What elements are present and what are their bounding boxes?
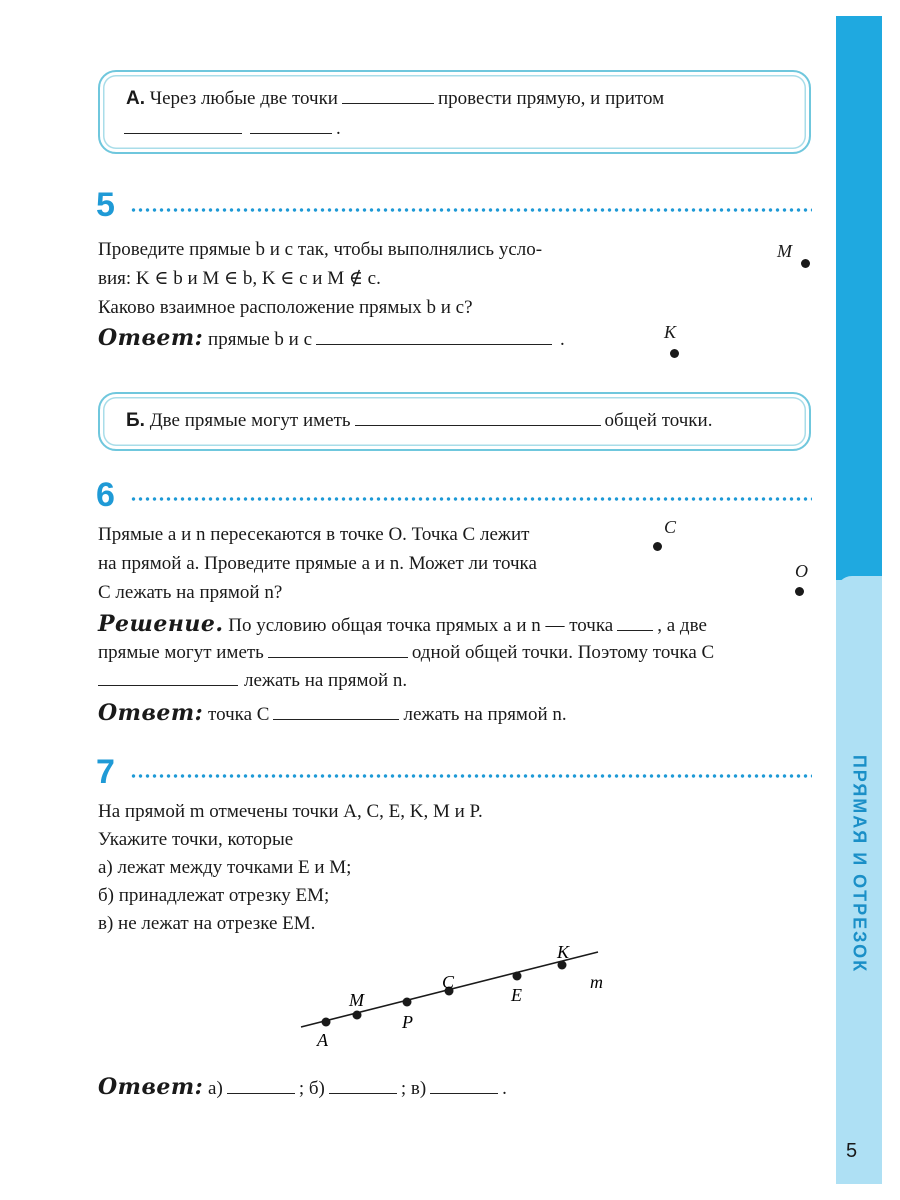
task6-line2: на прямой a. Проведите прямые a и n. Может ли точка xyxy=(98,553,537,574)
task5-line3: Каково взаимное расположение прямых b и c? xyxy=(98,297,473,318)
rule-a-text2: провести прямую, и притом xyxy=(437,88,665,109)
task7-line3: а) лежат между точками E и M; xyxy=(98,857,352,878)
task7-answer-c: ; в) xyxy=(400,1078,427,1099)
task7-answer-end: . xyxy=(502,1078,507,1099)
label-c: C xyxy=(442,972,455,992)
task7-answer-blank-a[interactable] xyxy=(227,1076,295,1094)
task7-answer-b: ; б) xyxy=(298,1078,325,1099)
rule-b-text1: Две прямые могут иметь xyxy=(149,410,351,431)
point-a xyxy=(322,1018,331,1027)
task7-answer-label: Ответ: xyxy=(98,1074,204,1100)
task7-answer xyxy=(98,1073,507,1103)
label-e: E xyxy=(511,985,522,1005)
task7-answer-a: а) xyxy=(208,1078,223,1099)
rule-b-text2: общей точки. xyxy=(604,410,713,431)
label-k: K xyxy=(557,942,570,962)
task6-point-o-label: O xyxy=(795,561,808,581)
label-line-m: m xyxy=(590,972,603,992)
task6-line3: C лежать на прямой n? xyxy=(98,582,283,603)
task6-sol1b: , а две xyxy=(657,615,707,636)
task7-answer-blank-b[interactable] xyxy=(329,1076,397,1094)
task7-line4: б) принадлежат отрезку EM; xyxy=(98,885,330,906)
task6-line1: Прямые a и n пересекаются в точке O. Точка C лежит xyxy=(98,524,530,545)
task7-line5: в) не лежат на отрезке EM. xyxy=(98,913,316,934)
rule-a-text1: Через любые две точки xyxy=(149,88,338,109)
side-tab-title: ПРЯМАЯ И ОТРЕЗОК xyxy=(849,754,870,974)
point-p xyxy=(403,998,412,1007)
task7-number: 7 xyxy=(96,753,115,791)
point-m xyxy=(353,1011,362,1020)
task6-sol1a: По условию общая точка прямых a и n — точка xyxy=(228,615,614,636)
task6-solution-label: Решение. xyxy=(98,611,224,637)
page-number: 5 xyxy=(846,1140,858,1162)
task5-line2: вия: K ∈ b и M ∈ b, K ∈ c и M ∉ c. xyxy=(98,268,381,289)
task6-sol3: лежать на прямой n. xyxy=(244,670,408,691)
rule-a-label: А. xyxy=(126,88,145,109)
task6-number: 6 xyxy=(96,476,115,514)
label-p: P xyxy=(402,1012,413,1032)
label-a: A xyxy=(317,1030,328,1050)
label-m: M xyxy=(349,990,364,1010)
point-e xyxy=(513,972,522,981)
task6-answer-a: точка C xyxy=(208,704,270,725)
task7-line1: На прямой m отмечены точки A, C, E, K, M и P. xyxy=(98,801,483,822)
task5-line1: Проведите прямые b и c так, чтобы выполнялись усло- xyxy=(98,239,543,260)
task6-answer-b: лежать на прямой n. xyxy=(403,704,567,725)
task5-point-k-label: K xyxy=(664,322,677,342)
task5-answer-label: Ответ: xyxy=(98,325,204,351)
rule-b-label: Б. xyxy=(126,410,145,431)
task6-sol2a: прямые могут иметь xyxy=(98,642,264,663)
task5-answer-end: . xyxy=(560,329,565,350)
task6-sol2b: одной общей точки. Поэтому точка C xyxy=(411,642,715,663)
task6-answer-label: Ответ: xyxy=(98,700,204,726)
task7-line2: Укажите точки, которые xyxy=(98,829,294,850)
task5-answer-text: прямые b и c xyxy=(208,329,313,350)
task5-point-m-label: M xyxy=(777,241,792,261)
task6-point-c-label: C xyxy=(664,517,677,537)
rule-a-period: . xyxy=(336,118,341,139)
task7-answer-blank-c[interactable] xyxy=(430,1076,498,1094)
task5-number: 5 xyxy=(96,186,115,224)
